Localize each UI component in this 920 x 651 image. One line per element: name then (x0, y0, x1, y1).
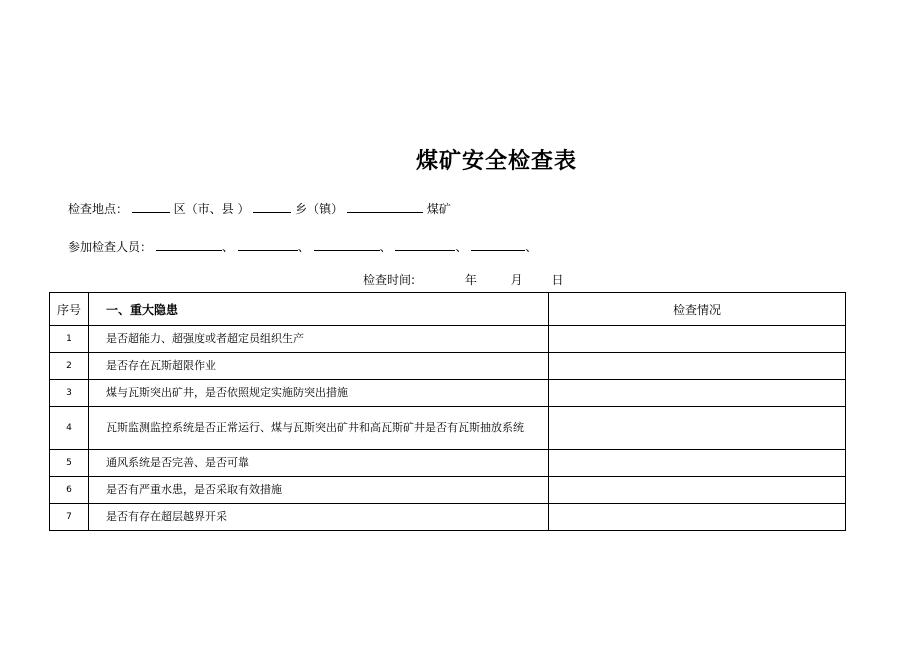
participant-separator: 、 (455, 240, 468, 254)
participant-blank-4[interactable] (395, 238, 455, 251)
month-label: 月 (510, 273, 523, 287)
participant-separator: 、 (525, 240, 538, 254)
row-item: 是否存在瓦斯超限作业 (89, 353, 549, 380)
mine-label: 煤矿 (426, 202, 451, 216)
participant-blank-3[interactable] (314, 238, 380, 251)
row-status-cell[interactable] (549, 407, 846, 450)
row-item: 是否超能力、超强度或者超定员组织生产 (89, 326, 549, 353)
participant-separator: 、 (379, 240, 392, 254)
row-seq: 4 (50, 407, 89, 450)
row-seq: 7 (50, 504, 89, 531)
row-seq: 1 (50, 326, 89, 353)
row-seq: 3 (50, 380, 89, 407)
row-status-cell[interactable] (549, 504, 846, 531)
row-item: 通风系统是否完善、是否可靠 (89, 450, 549, 477)
township-blank[interactable] (253, 200, 291, 213)
row-status-cell[interactable] (549, 380, 846, 407)
row-seq: 6 (50, 477, 89, 504)
table-row (50, 380, 846, 407)
table-row (50, 407, 846, 450)
participants-label: 参加检查人员： (68, 240, 153, 254)
table-row (50, 450, 846, 477)
row-status-cell[interactable] (549, 450, 846, 477)
location-line (68, 200, 451, 217)
row-status-cell[interactable] (549, 353, 846, 380)
header-seq: 序号 (50, 293, 89, 326)
day-label: 日 (551, 273, 564, 287)
participants-line (68, 238, 537, 255)
header-status: 检查情况 (549, 293, 846, 326)
table-row (50, 353, 846, 380)
inspection-table (49, 292, 846, 531)
row-item: 是否有存在超层越界开采 (89, 504, 549, 531)
township-label: 乡（镇） (295, 202, 344, 216)
row-item: 瓦斯监测监控系统是否正常运行、煤与瓦斯突出矿井和高瓦斯矿井是否有瓦斯抽放系统 (89, 407, 549, 450)
row-seq: 2 (50, 353, 89, 380)
location-label: 检查地点： (68, 202, 129, 216)
row-status-cell[interactable] (549, 477, 846, 504)
participant-blank-2[interactable] (238, 238, 298, 251)
row-item: 煤与瓦斯突出矿井，是否依照规定实施防突出措施 (89, 380, 549, 407)
row-status-cell[interactable] (549, 326, 846, 353)
table-header-row (50, 293, 846, 326)
row-item: 是否有严重水患，是否采取有效措施 (89, 477, 549, 504)
page-title: 煤矿安全检查表 (415, 149, 577, 174)
mine-blank[interactable] (347, 200, 423, 213)
table-row (50, 326, 846, 353)
district-label: 区（市、县 ） (173, 202, 250, 216)
participant-separator: 、 (297, 240, 310, 254)
district-blank[interactable] (132, 200, 170, 213)
row-seq: 5 (50, 450, 89, 477)
participant-separator: 、 (221, 240, 234, 254)
inspection-time (363, 271, 564, 288)
table-row (50, 477, 846, 504)
inspection-time-label: 检查时间: (363, 273, 416, 287)
participant-blank-1[interactable] (156, 238, 222, 251)
participant-blank-5[interactable] (471, 238, 525, 251)
header-item: 一、重大隐患 (89, 293, 549, 326)
table-row (50, 504, 846, 531)
year-label: 年 (464, 273, 477, 287)
